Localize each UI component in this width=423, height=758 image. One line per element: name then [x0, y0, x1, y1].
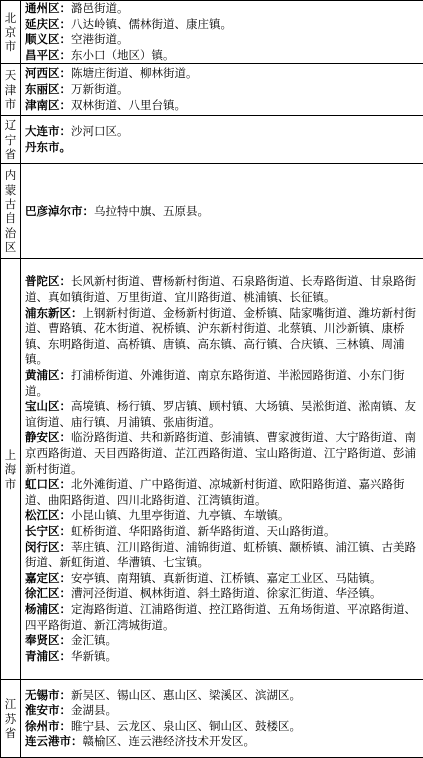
district-list — [21, 116, 423, 164]
district-detail: 万新街道。 — [71, 82, 129, 97]
district-detail: 上钢新村街道、金杨新村街道、金桥镇、陆家嘴街道、潍坊新村街道、曹路镇、花木街道、祝桥镇、沪东新村街道、北蔡镇、川沙新镇、康桥镇、东明路街道、高桥镇、唐镇、高东镇、高行镇、合庆镇、三林镇、周浦镇。 — [25, 305, 416, 367]
district-detail: 华新镇。 — [71, 648, 117, 663]
district-entry — [25, 17, 419, 33]
district-name: 虹口区： — [25, 477, 71, 492]
district-detail: 新吴区、锡山区、惠山区、梁溪区、滨湖区。 — [71, 687, 301, 702]
district-detail: 八达岭镇、儒林街道、康庄镇。 — [71, 16, 232, 31]
district-entry — [25, 688, 419, 704]
district-entry — [25, 430, 419, 477]
district-name: 大连市： — [25, 124, 71, 139]
district-name: 河西区： — [25, 66, 71, 81]
district-detail: 东小口（地区）镇。 — [71, 47, 175, 62]
district-detail: 高境镇、杨行镇、罗店镇、顾村镇、大场镇、吴淞街道、淞南镇、友谊街道、庙行镇、月浦镇、张庙街道。 — [25, 399, 416, 429]
province-row — [1, 64, 423, 116]
province-label: 辽 宁 省 — [4, 118, 17, 162]
province-label: 北 京 市 — [4, 10, 17, 54]
district-entry — [25, 540, 419, 571]
district-name: 东丽区： — [25, 82, 71, 97]
district-entry — [25, 32, 419, 48]
district-detail: 空港街道。 — [71, 32, 129, 47]
district-entry — [25, 649, 419, 665]
district-name: 普陀区： — [25, 274, 71, 289]
province-label: 江 苏 省 — [4, 697, 17, 741]
district-name: 津南区： — [25, 97, 71, 112]
district-entry — [25, 477, 419, 508]
province-row — [1, 1, 423, 64]
district-entry — [25, 306, 419, 368]
district-entry — [25, 719, 419, 735]
province-name — [1, 64, 21, 116]
district-entry — [25, 399, 419, 430]
district-name: 通州区： — [25, 1, 71, 15]
district-name: 青浦区： — [25, 648, 71, 663]
district-list — [21, 164, 423, 259]
district-detail: 双林街道、八里台镇。 — [71, 97, 186, 112]
region-table-body — [1, 1, 423, 758]
district-detail: 乌拉特中旗、五原县。 — [94, 203, 209, 218]
province-row — [1, 680, 423, 758]
district-name: 浦东新区： — [25, 305, 83, 320]
district-entry — [25, 140, 419, 156]
district-entry — [25, 508, 419, 524]
province-name — [1, 680, 21, 758]
district-detail: 赣榆区、连云港经济技术开发区。 — [82, 734, 255, 749]
district-entry — [25, 602, 419, 633]
district-entry — [25, 703, 419, 719]
district-detail: 虹桥街道、华阳路街道、新华路街道、天山路街道。 — [71, 523, 336, 538]
district-name: 无锡市： — [25, 687, 71, 702]
district-name: 连云港市： — [25, 734, 83, 749]
province-name — [1, 259, 21, 680]
district-detail: 临汾路街道、共和新路街道、彭浦镇、曹家渡街道、大宁路街道、南京西路街道、天目西路街道、芷江西路街道、宝山路街道、江宁路街道、彭浦新村街道。 — [25, 430, 416, 476]
province-name — [1, 1, 21, 64]
district-entry — [25, 633, 419, 649]
district-name: 松江区： — [25, 508, 71, 523]
district-name: 闵行区： — [25, 539, 71, 554]
district-entry — [25, 734, 419, 750]
district-detail: 北外滩街道、广中路街道、凉城新村街道、欧阳路街道、嘉兴路街道、曲阳路街道、四川北路街道、江湾镇街道。 — [25, 477, 405, 507]
district-list — [21, 64, 423, 116]
district-entry — [25, 98, 419, 114]
district-detail: 沙河口区。 — [71, 124, 129, 139]
district-list — [21, 259, 423, 680]
district-detail: 莘庄镇、江川路街道、浦锦街道、虹桥镇、颛桥镇、浦江镇、古美路街道、新虹街道、华漕镇、七宝镇。 — [25, 539, 416, 570]
district-name: 奉贤区： — [25, 633, 71, 648]
district-entry — [25, 274, 419, 305]
district-detail: 定海路街道、江浦路街道、控江路街道、五角场街道、平凉路街道、四平路街道、新江湾城街道。 — [25, 601, 416, 632]
district-entry — [25, 66, 419, 82]
province-label: 天 津 市 — [4, 68, 17, 112]
district-entry — [25, 204, 419, 220]
district-entry — [25, 586, 419, 602]
district-name: 徐州市： — [25, 718, 71, 733]
district-name: 杨浦区： — [25, 601, 71, 616]
district-entry — [25, 82, 419, 98]
district-name: 昌平区： — [25, 47, 71, 62]
district-name: 黄浦区： — [25, 368, 71, 383]
district-detail: 潞邑街道。 — [71, 1, 129, 15]
district-detail: 金湖县。 — [71, 703, 117, 718]
district-name: 顺义区： — [25, 32, 71, 47]
province-row — [1, 116, 423, 164]
district-entry — [25, 368, 419, 399]
district-name: 淮安市： — [25, 703, 71, 718]
district-entry — [25, 124, 419, 140]
district-detail: 陈塘庄街道、柳林街道。 — [71, 66, 198, 81]
district-detail: 安亭镇、南翔镇、真新街道、江桥镇、嘉定工业区、马陆镇。 — [71, 570, 382, 585]
province-row — [1, 164, 423, 259]
district-detail: 漕河泾街道、枫林街道、斜土路街道、徐家汇街道、华泾镇。 — [71, 586, 382, 601]
district-name: 延庆区： — [25, 16, 71, 31]
district-entry — [25, 48, 419, 64]
district-detail: 打浦桥街道、外滩街道、南京东路街道、半淞园路街道、小东门街道。 — [25, 368, 405, 398]
province-label: 内 蒙 古 自 治 区 — [4, 168, 17, 255]
district-detail: 睢宁县、云龙区、泉山区、铜山区、鼓楼区。 — [71, 718, 301, 733]
district-entry — [25, 524, 419, 540]
district-name: 静安区： — [25, 430, 71, 445]
district-entry — [25, 1, 419, 17]
district-detail: 小昆山镇、九里亭街道、九亭镇、车墩镇。 — [71, 508, 290, 523]
district-entry — [25, 571, 419, 587]
province-row — [1, 259, 423, 680]
district-name: 丹东市。 — [25, 139, 71, 154]
district-detail: 长风新村街道、曹杨新村街道、石泉路街道、长寿路街道、甘泉路街道、真如镇街道、万里街道、宜川路街道、桃浦镇、长征镇。 — [25, 274, 416, 305]
district-name: 宝山区： — [25, 399, 71, 414]
district-detail: 金汇镇。 — [71, 633, 117, 648]
district-name: 长宁区： — [25, 523, 71, 538]
district-name: 嘉定区： — [25, 570, 71, 585]
province-name — [1, 116, 21, 164]
province-label: 上 海 市 — [4, 447, 17, 491]
district-list — [21, 680, 423, 758]
district-name: 巴彦淖尔市： — [25, 203, 94, 218]
province-name — [1, 164, 21, 259]
district-list — [21, 1, 423, 64]
district-name: 徐汇区： — [25, 586, 71, 601]
